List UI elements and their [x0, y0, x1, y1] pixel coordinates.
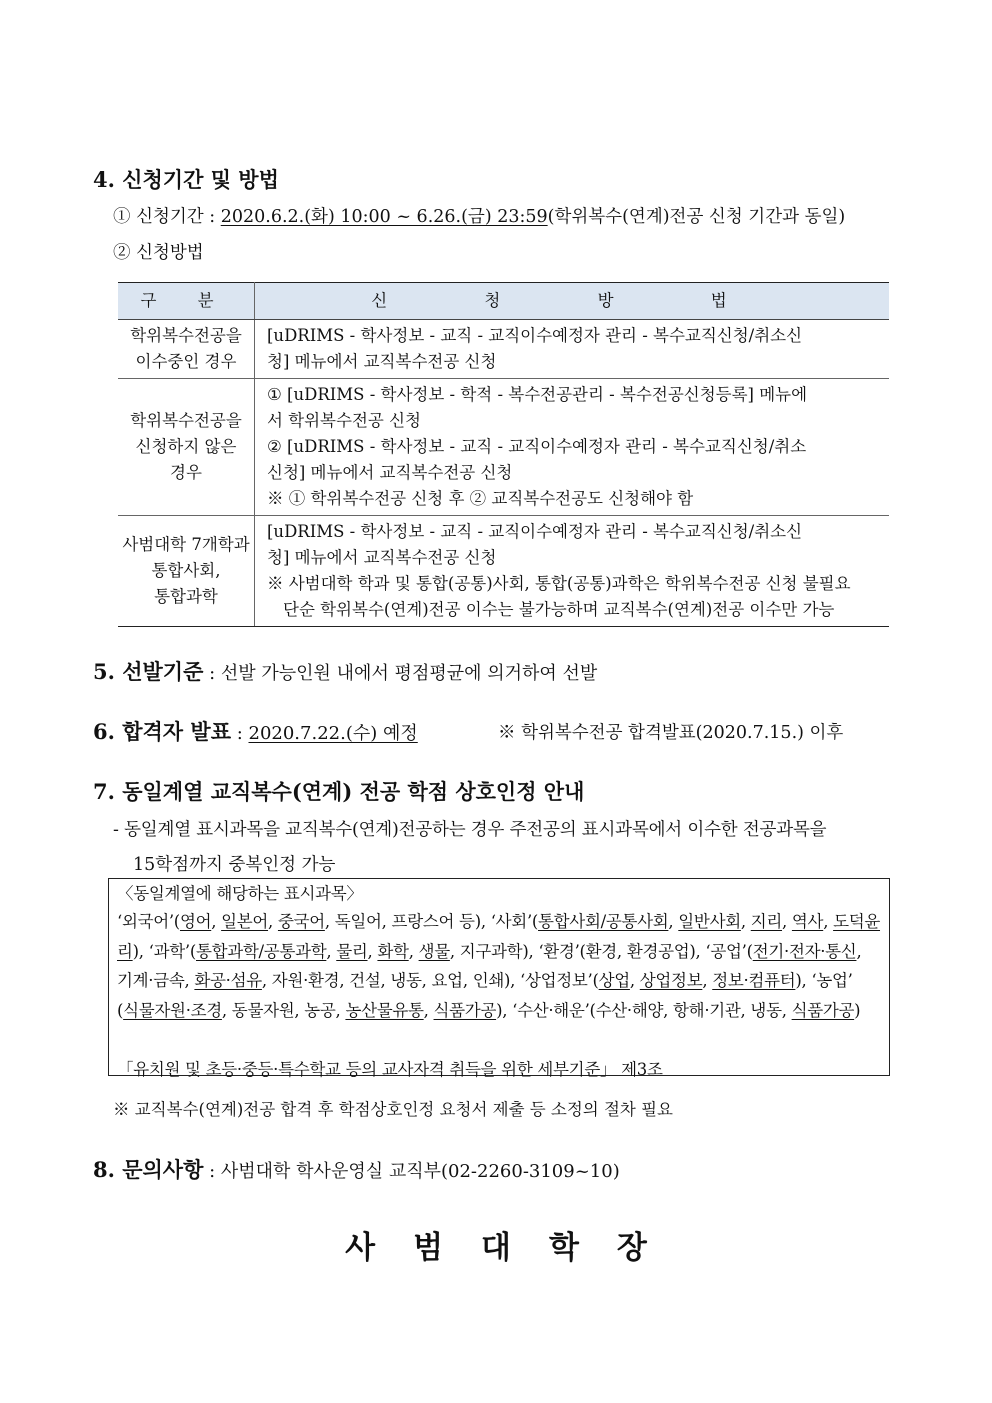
subject-text: , 지구과학), ‘환경’(환경, 환경공업), ‘공업’(	[449, 941, 753, 961]
subject-text: ‘외국어’(	[117, 912, 180, 931]
section-7-title: 7. 동일계열 교직복수(연계) 전공 학점 상호인정 안내	[93, 779, 585, 804]
section-6	[93, 716, 418, 746]
subject-text: ,	[740, 912, 751, 931]
subject-underlined: 역사	[791, 912, 824, 931]
subject-underlined: 식물자원·조경	[123, 1000, 222, 1020]
method-label: ② 신청방법	[113, 243, 204, 263]
box-line	[117, 966, 881, 996]
subject-underlined: 지리	[750, 912, 783, 931]
section-7-note: ※ 교직복수(연계)전공 합격 후 학점상호인정 요청서 제출 등 소정의 절차 필요	[113, 1100, 673, 1119]
table-row	[118, 516, 889, 627]
section-6-sep: :	[230, 723, 249, 744]
application-period	[113, 203, 845, 228]
section-6-title: 6. 합격자 발표	[93, 719, 231, 744]
table-header-row	[118, 283, 889, 320]
row-method: ① [uDRIMS - 학사정보 - 학적 - 복수전공관리 - 복수전공신청등록] 메뉴에 서 학위복수전공 신청 ② [uDRIMS - 학사정보 - 교직 - 교직이수예정자 관리 - 복수교직신청/취소 신청] 메뉴에서 교직복수전공 신청 ※ ① 학위복수전공 신청 후 ② 교직복수전공도 신청해야 함	[255, 379, 890, 516]
box-blank	[117, 1025, 881, 1055]
subject-text: ,	[326, 941, 337, 961]
subject-underlined: 통합과학/공통과학	[195, 941, 327, 961]
equivalent-subjects-box	[108, 878, 890, 1079]
application-method-table	[118, 282, 889, 627]
row-category: 사범대학 7개학과 통합사회, 통합과학	[118, 516, 255, 627]
header-method: 신 청 방 법	[255, 283, 890, 320]
subject-underlined: 농산물유통	[345, 1000, 424, 1020]
subject-underlined: 중국어	[277, 912, 325, 931]
subject-underlined: 식품가공	[791, 1000, 855, 1020]
subject-text: , 동물자원, 농공,	[221, 1000, 346, 1020]
box-title: 〈동일계열에 해당하는 표시과목〉	[117, 884, 363, 903]
period-value: 2020.6.2.(화) 10:00 ~ 6.26.(금) 23:59	[220, 207, 548, 227]
subject-text: 기계·금속,	[117, 971, 195, 990]
box-line	[117, 937, 881, 967]
subject-underlined: 영어	[179, 912, 212, 931]
subject-underlined: 정보·컴퓨터	[712, 971, 796, 990]
subject-underlined: 화학	[377, 941, 409, 961]
subject-text: (	[117, 1000, 124, 1020]
table-row	[118, 379, 889, 516]
subject-text: ,	[629, 971, 640, 990]
announce-date: 2020.7.22.(수) 예정	[248, 723, 418, 744]
subject-text: ,	[268, 912, 278, 931]
section-7-desc-1: - 동일계열 표시과목을 교직복수(연계)전공하는 경우 주전공의 표시과목에서 이수한 전공과목을	[113, 820, 827, 840]
subject-text: ,	[423, 1000, 434, 1020]
section-7-desc-2: 15학점까지 중복인정 가능	[133, 855, 336, 875]
section-5	[93, 656, 597, 686]
subject-text: ,	[668, 912, 679, 931]
subject-underlined: 식품가공	[433, 1000, 497, 1020]
box-line	[117, 907, 881, 937]
subject-text: ,	[856, 941, 862, 961]
subject-underlined: 상업	[598, 971, 630, 990]
row-method: [uDRIMS - 학사정보 - 교직 - 교직이수예정자 관리 - 복수교직신청/취소신 청] 메뉴에서 교직복수전공 신청	[255, 320, 890, 379]
section-5-title: 5. 선발기준	[93, 659, 204, 684]
subject-text: , 독일어, 프랑스어 등), ‘사회’(	[324, 912, 539, 931]
subject-underlined: 리	[117, 941, 133, 961]
subject-text: ,	[823, 912, 834, 931]
subject-text: )	[854, 1000, 861, 1020]
table-row	[118, 320, 889, 379]
box-footer: 「유치원 및 초등·중등·특수학교 등의 교사자격 취득을 위한 세부기준」 제3조	[117, 1059, 663, 1079]
section-5-text: : 선발 가능인원 내에서 평점평균에 의거하여 선발	[203, 663, 598, 684]
subject-text: ,	[782, 912, 792, 931]
row-method: [uDRIMS - 학사정보 - 교직 - 교직이수예정자 관리 - 복수교직신청/취소신 청] 메뉴에서 교직복수전공 신청 ※ 사범대학 학과 및 통합(공통)사회, 통합(공통)과학은 학위복수전공 신청 불필요 단순 학위복수(연계)전공 이수는 불가능하며 교직복수(연계)전공 이수만 가능	[255, 516, 890, 627]
subject-underlined: 상업정보	[639, 971, 703, 990]
subject-underlined: 일반사회	[678, 912, 741, 931]
subject-text: , 자원·환경, 건설, 냉동, 요업, 인쇄), ‘상업정보’(	[261, 971, 599, 990]
section-4-title: 4. 신청기간 및 방법	[93, 167, 279, 192]
section-8-title: 8. 문의사항	[93, 1157, 204, 1182]
subject-underlined: 생물	[418, 941, 450, 961]
subject-text: ,	[367, 941, 378, 961]
subject-text: ,	[211, 912, 222, 931]
period-suffix: (학위복수(연계)전공 신청 기간과 동일)	[547, 207, 846, 227]
announce-note: ※ 학위복수전공 합격발표(2020.7.15.) 이후	[498, 723, 844, 743]
subject-underlined: 통합사회/공통사회	[538, 912, 669, 931]
subject-underlined: 일본어	[221, 912, 269, 931]
section-8-text: : 사범대학 학사운영실 교직부(02-2260-3109~10)	[203, 1161, 620, 1182]
row-category: 학위복수전공을 이수중인 경우	[118, 320, 255, 379]
subject-underlined: 화공·섬유	[194, 971, 262, 990]
subject-underlined: 도덕윤	[833, 912, 881, 931]
subject-underlined: 물리	[336, 941, 368, 961]
section-8	[93, 1154, 620, 1184]
subject-text: ,	[408, 941, 419, 961]
period-prefix: ① 신청기간 :	[113, 207, 221, 227]
header-category: 구 분	[118, 283, 255, 320]
subject-text: ), ‘과학’(	[132, 941, 196, 961]
subject-text: ,	[702, 971, 713, 990]
row-category: 학위복수전공을 신청하지 않은 경우	[118, 379, 255, 516]
subject-underlined: 전기·전자·통신	[752, 941, 857, 961]
box-line	[117, 996, 881, 1026]
subject-text: ), ‘수산·해운’(수산·해양, 항해·기관, 냉동,	[496, 1000, 792, 1020]
subject-text: ), ‘농업’	[795, 971, 853, 990]
dean-signature: 사범대학장	[345, 1230, 685, 1266]
